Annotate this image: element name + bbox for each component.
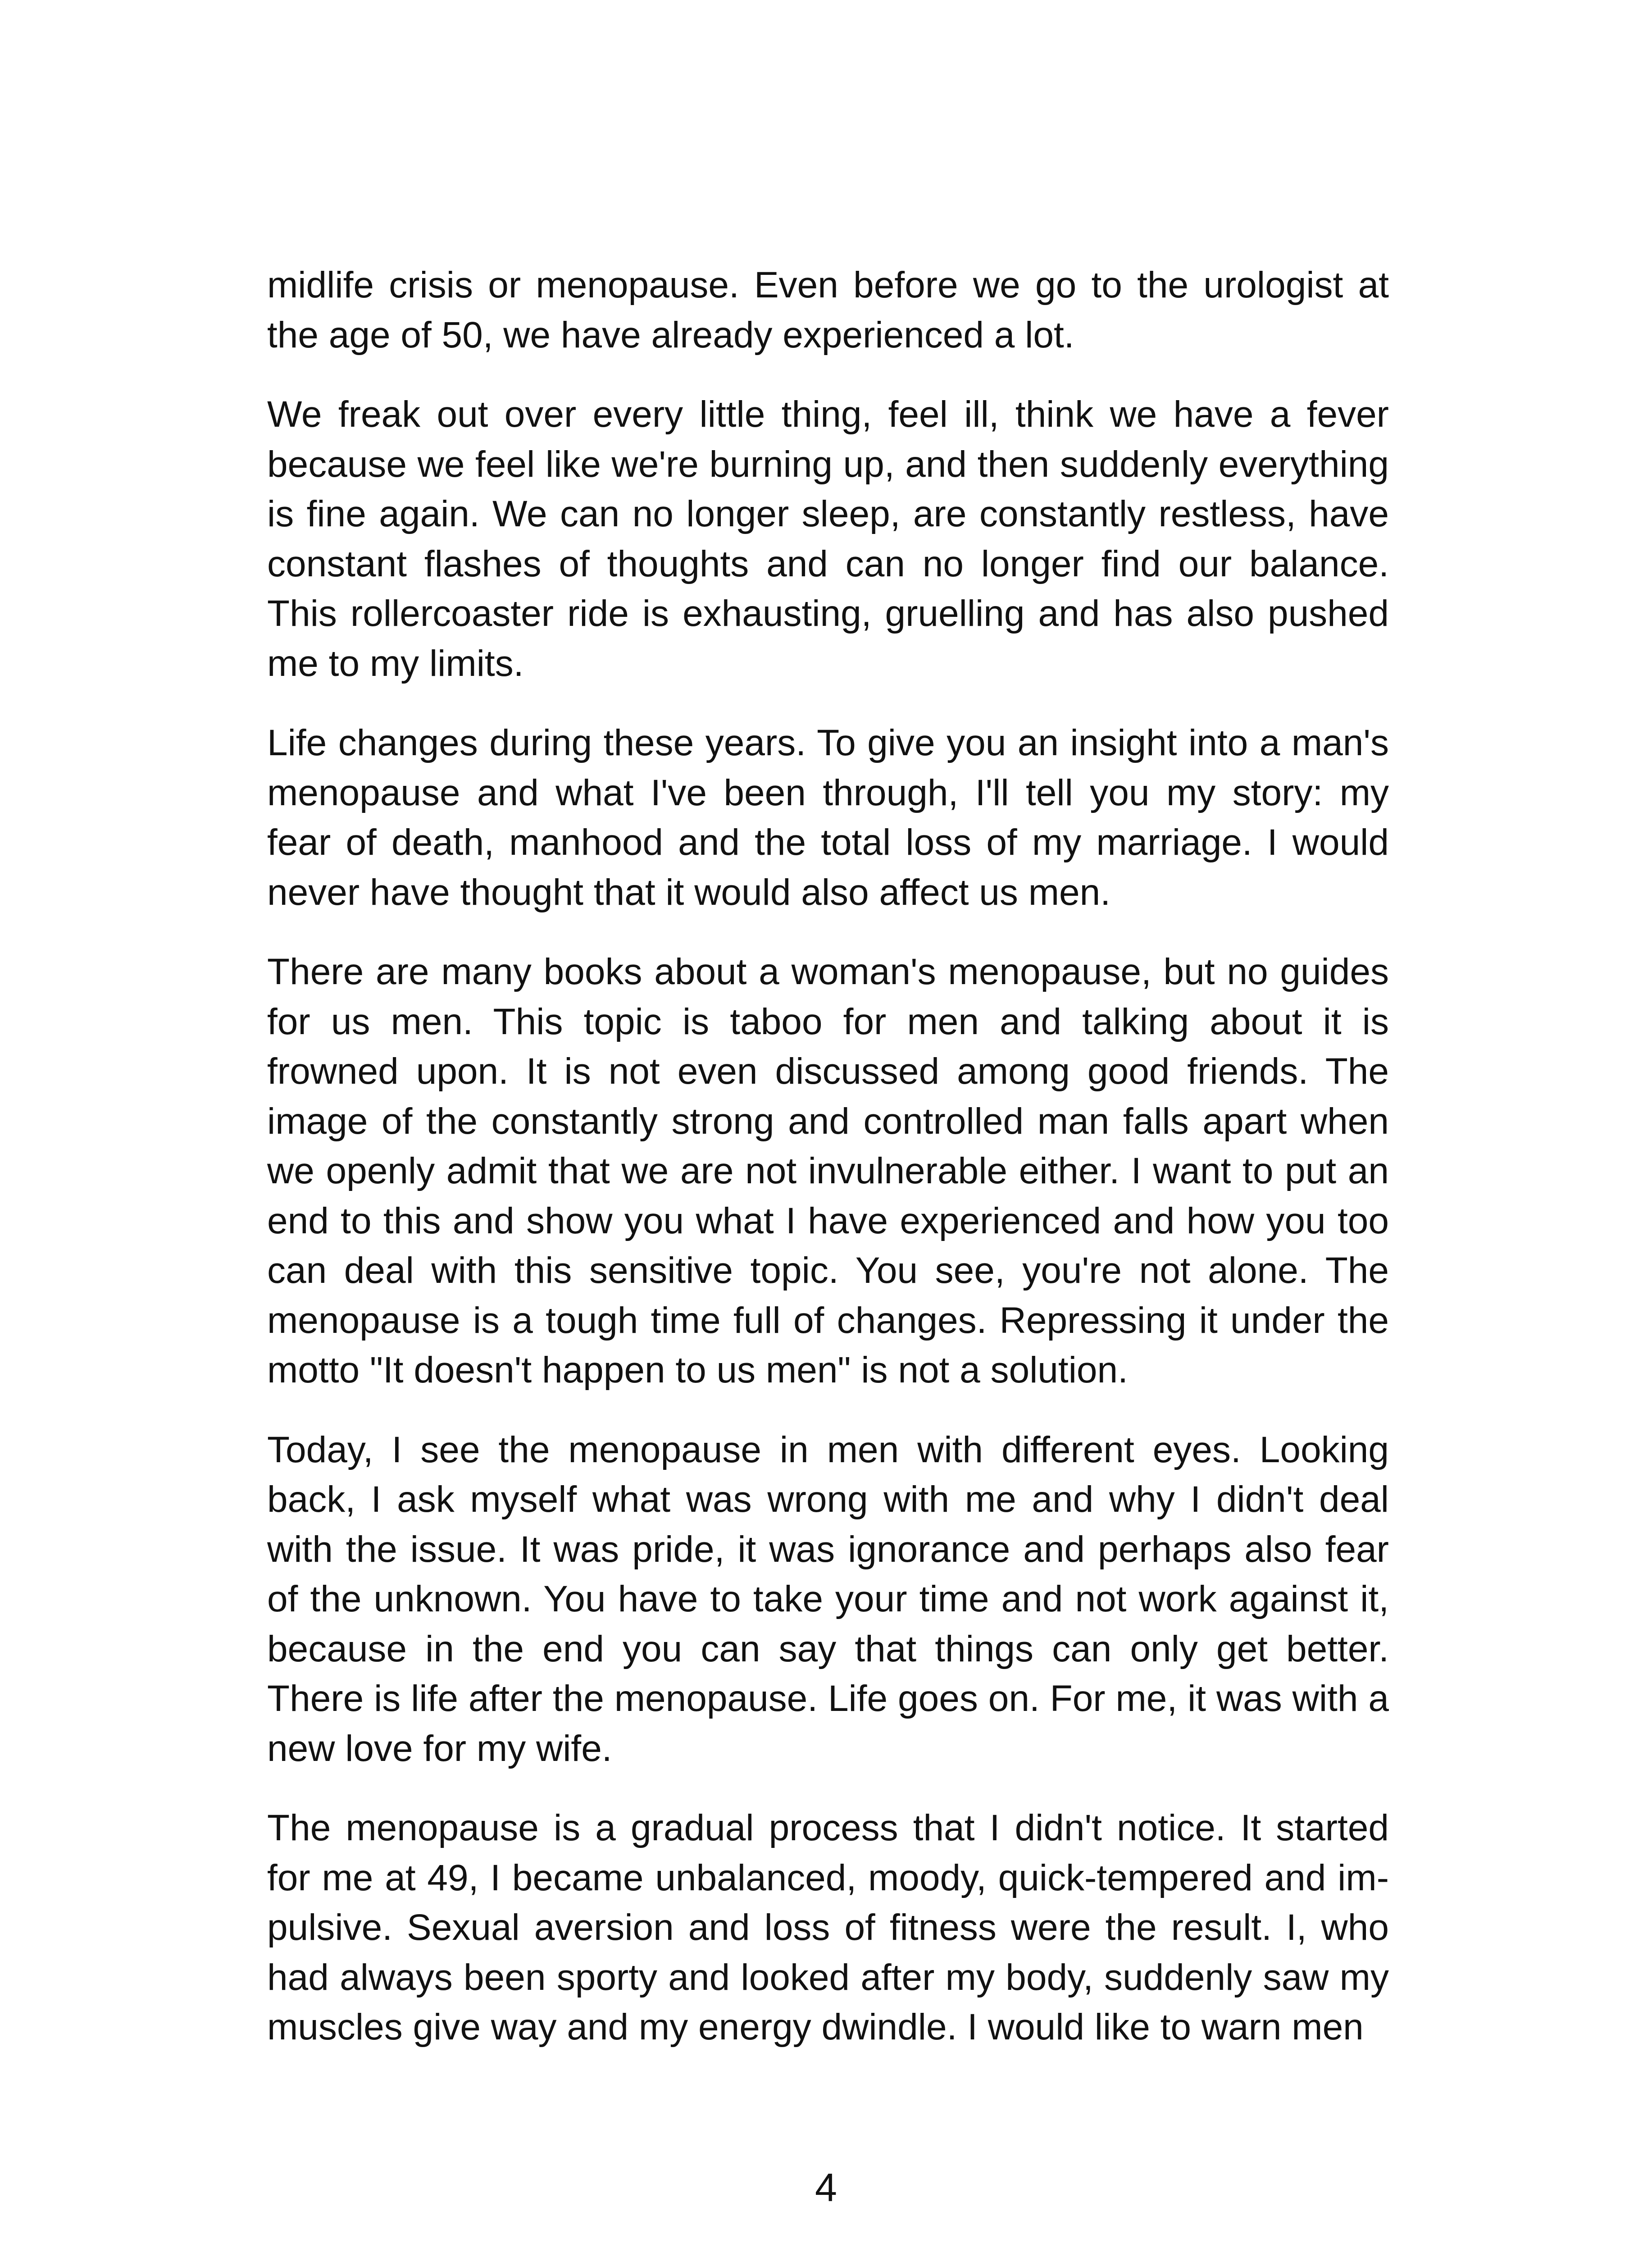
paragraph-4: There are many books about a woman's menopause, but no guides for us men. This topic is taboo for men and talking about it is frowned upon. It is not even discussed among good friends. The image of the constantly strong and controlled man falls apart when we openly admit that we are not invulnerable either. I want to put an end to this and show you what I have experienced and how you too can deal with this sensitive topic. You see, you're not alone. The menopause is a tough time full of changes. Repressing it under the motto "It doesn't happen to us men" is not a solution. — [267, 951, 1389, 1391]
paragraph-1: midlife crisis or menopause. Even before we go to the urologist at the age of 50, we have already experienced a lot. — [267, 265, 1389, 356]
body-text — [267, 260, 1389, 2052]
paragraph-5: Today, I see the menopause in men with different eyes. Looking back, I ask myself what was wrong with me and why I didn't deal with the issue. It was pride, it was ignorance and perhaps also fear of the unknown. You have to take your time and not work against it, because in the end you can say that things can only get better. There is life after the menopause. Life goes on. For me, it was with a new love for my wife. — [267, 1429, 1389, 1769]
paragraph-6: The menopause is a gradual process that I didn't notice. It started for me at 49, I became unbalanced, moody, quick-tempered and impulsive. Sexual aversion and loss of fitness were the result. I, who had always been sporty and looked after my body, suddenly saw my muscles give way and my energy dwindle. I would like to warn men — [267, 1807, 1389, 2048]
paragraph-2: We freak out over every little thing, feel ill, think we have a fever because we feel like we're burning up, and then suddenly everything is fine again. We can no longer sleep, are constantly restless, have constant flashes of thoughts and can no longer find our balance. This rollercoaster ride is exhausting, gruelling and has also pushed me to my limits. — [267, 394, 1389, 684]
paragraph-3: Life changes during these years. To give you an insight into a man's menopause and what I've been through, I'll tell you my story: my fear of death, manhood and the total loss of my marriage. I would never have thought that it would also affect us men. — [267, 722, 1389, 913]
page-number: 4 — [815, 2165, 837, 2210]
